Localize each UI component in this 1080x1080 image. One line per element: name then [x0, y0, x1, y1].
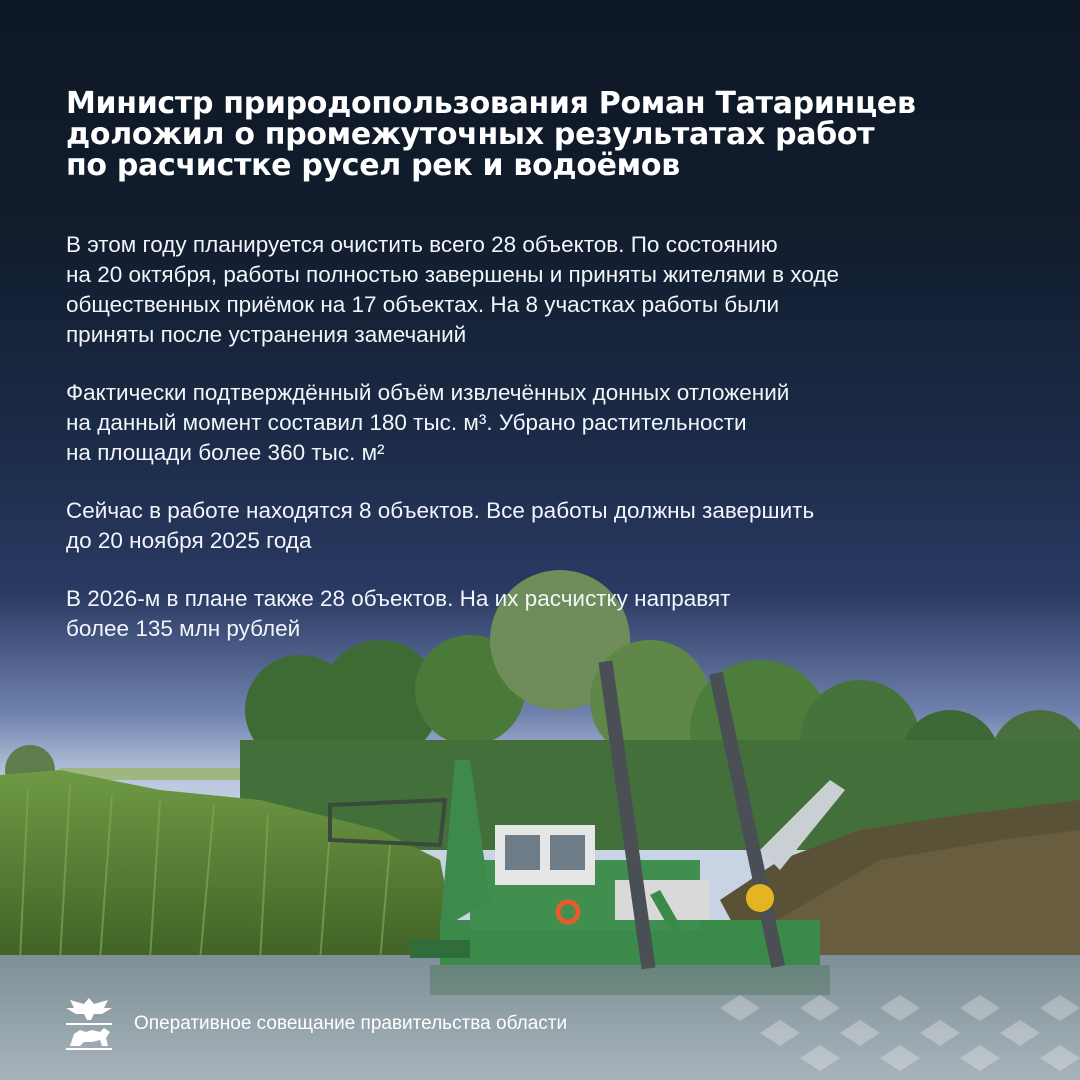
- paragraph-plan-2025: В этом году планируется очистить всего 28 объектов. По состоянию на 20 октября, работы полностью завершены и приняты жителями в ходе общественных приёмок на 17 объектах. На 8 участках работы были приняты после устранения замечаний: [66, 232, 840, 347]
- footer-caption: Оперативное совещание правительства области: [134, 1013, 568, 1034]
- headline: Министр природопользования Роман Татаринцев доложил о промежуточных результатах работ по расчистке русел рек и водоёмов: [66, 86, 916, 183]
- article-body: [66, 230, 1026, 672]
- coat-of-arms-eagle-lion-icon: [64, 996, 114, 1052]
- paragraph-in-progress: Сейчас в работе находятся 8 объектов. Все работы должны завершить до 20 ноября 2025 года: [66, 498, 815, 553]
- paragraph-volume: Фактически подтверждённый объём извлечённых донных отложений на данный момент составил 180 тыс. м³. Убрано растительности на площади более 360 тыс. м²: [66, 380, 790, 465]
- footer: [64, 996, 567, 1052]
- paragraph-plan-2026: В 2026-м в плане также 28 объектов. На их расчистку направят более 135 млн рублей: [66, 586, 731, 641]
